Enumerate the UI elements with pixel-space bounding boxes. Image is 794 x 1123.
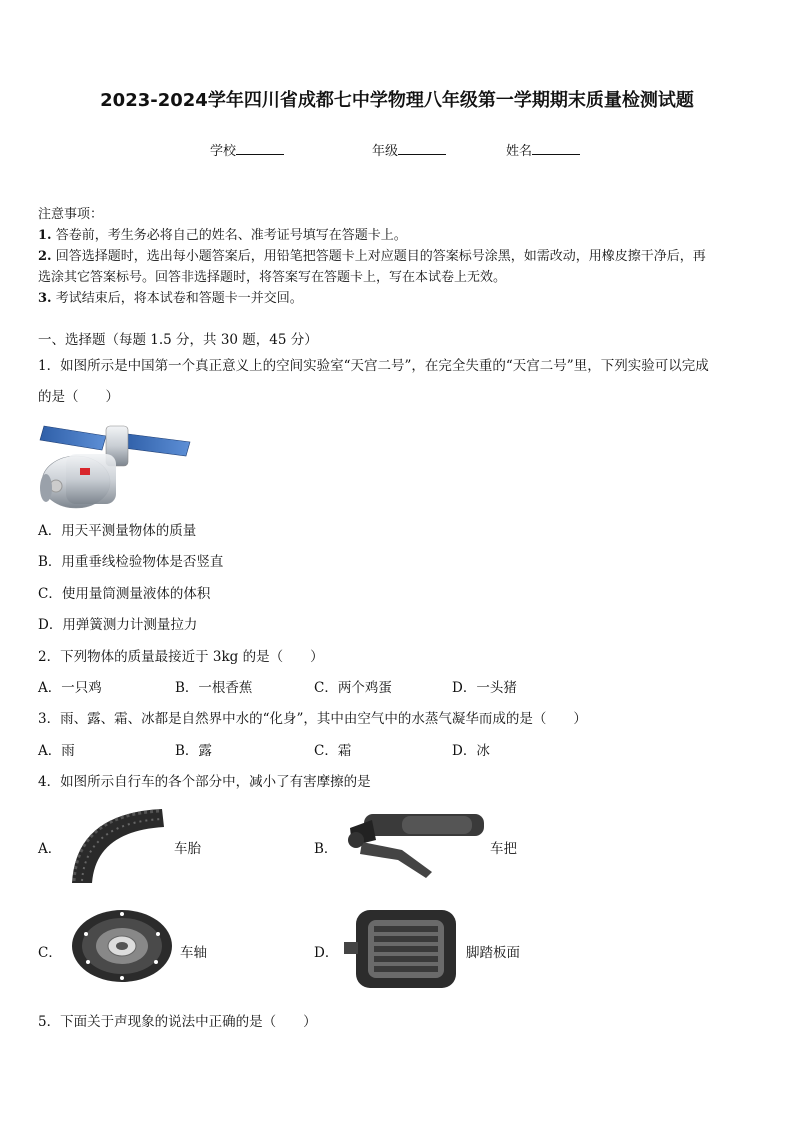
q2-option-c: C．两个鸡蛋 — [314, 680, 392, 696]
q4-option-b-letter: B． — [314, 841, 338, 857]
handlebar-image — [342, 806, 488, 882]
q1-option-a: A．用天平测量物体的质量 — [38, 523, 197, 539]
q1-option-d: D．用弹簧测力计测量拉力 — [38, 617, 198, 633]
q4-option-b-label: 车把 — [490, 841, 517, 857]
grade-field — [372, 140, 446, 159]
axle-image — [66, 904, 176, 990]
q3-option-c: C．霜 — [314, 743, 352, 759]
school-label: 学校 — [210, 144, 237, 159]
notice-item-3: 3. 考试结束后，将本试卷和答题卡一并交回。 — [38, 291, 303, 306]
q4-option-d-letter: D． — [314, 945, 339, 961]
q2-option-b: B．一根香蕉 — [175, 680, 253, 696]
q1-option-c: C．使用量筒测量液体的体积 — [38, 586, 211, 602]
space-station-image — [36, 416, 194, 512]
notice-item-2: 2. 回答选择题时，选出每小题答案后，用铅笔把答题卡上对应题目的答案标号涂黑，如需改动，用橡皮擦干净后，再 — [38, 249, 706, 264]
q4-option-c-letter: C． — [38, 945, 62, 961]
q1-stem-line2: 的是（ ） — [38, 389, 119, 405]
q3-option-a: A．雨 — [38, 743, 75, 759]
q3-option-d: D．冰 — [452, 743, 490, 759]
q3-option-b: B．露 — [175, 743, 212, 759]
q3-stem: 3．雨、露、霜、冰都是自然界中水的“化身”，其中由空气中的水蒸气凝华而成的是（ ） — [38, 711, 587, 727]
q4-option-a-letter: A． — [38, 841, 62, 857]
q2-option-a: A．一只鸡 — [38, 680, 102, 696]
q5-stem: 5．下面关于声现象的说法中正确的是（ ） — [38, 1014, 317, 1030]
grade-label: 年级 — [372, 144, 399, 159]
q4-option-c-label: 车轴 — [180, 945, 207, 961]
page-title: 2023-2024学年四川省成都七中学物理八年级第一学期期末质量检测试题 — [100, 90, 694, 111]
q2-option-d: D．一头猪 — [452, 680, 517, 696]
school-blank — [236, 142, 284, 155]
tire-image — [66, 805, 168, 885]
q1-option-b: B．用重垂线检验物体是否竖直 — [38, 554, 224, 570]
grade-blank — [398, 142, 446, 155]
pedal-image — [342, 906, 464, 992]
q4-stem: 4．如图所示自行车的各个部分中，减小了有害摩擦的是 — [38, 774, 371, 790]
section-heading: 一、选择题（每题 1.5 分，共 30 题，45 分） — [38, 332, 318, 348]
q1-stem-line1: 1．如图所示是中国第一个真正意义上的空间实验室“天宫二号”，在完全失重的“天宫二号”里，下列实验可以完成 — [38, 358, 709, 374]
notice-heading: 注意事项： — [38, 207, 104, 222]
q2-stem: 2．下列物体的质量最接近于 3kg 的是（ ） — [38, 649, 324, 665]
notice-item-1: 1. 答卷前，考生务必将自己的姓名、准考证号填写在答题卡上。 — [38, 228, 407, 243]
school-field — [210, 140, 284, 159]
notice-item-2-cont: 选涂其它答案标号。回答非选择题时，将答案写在答题卡上，写在本试卷上无效。 — [38, 270, 507, 285]
name-field — [506, 140, 580, 159]
q4-option-d-label: 脚踏板面 — [466, 945, 520, 961]
name-label: 姓名 — [506, 144, 533, 159]
name-blank — [532, 142, 580, 155]
q4-option-a-label: 车胎 — [174, 841, 201, 857]
